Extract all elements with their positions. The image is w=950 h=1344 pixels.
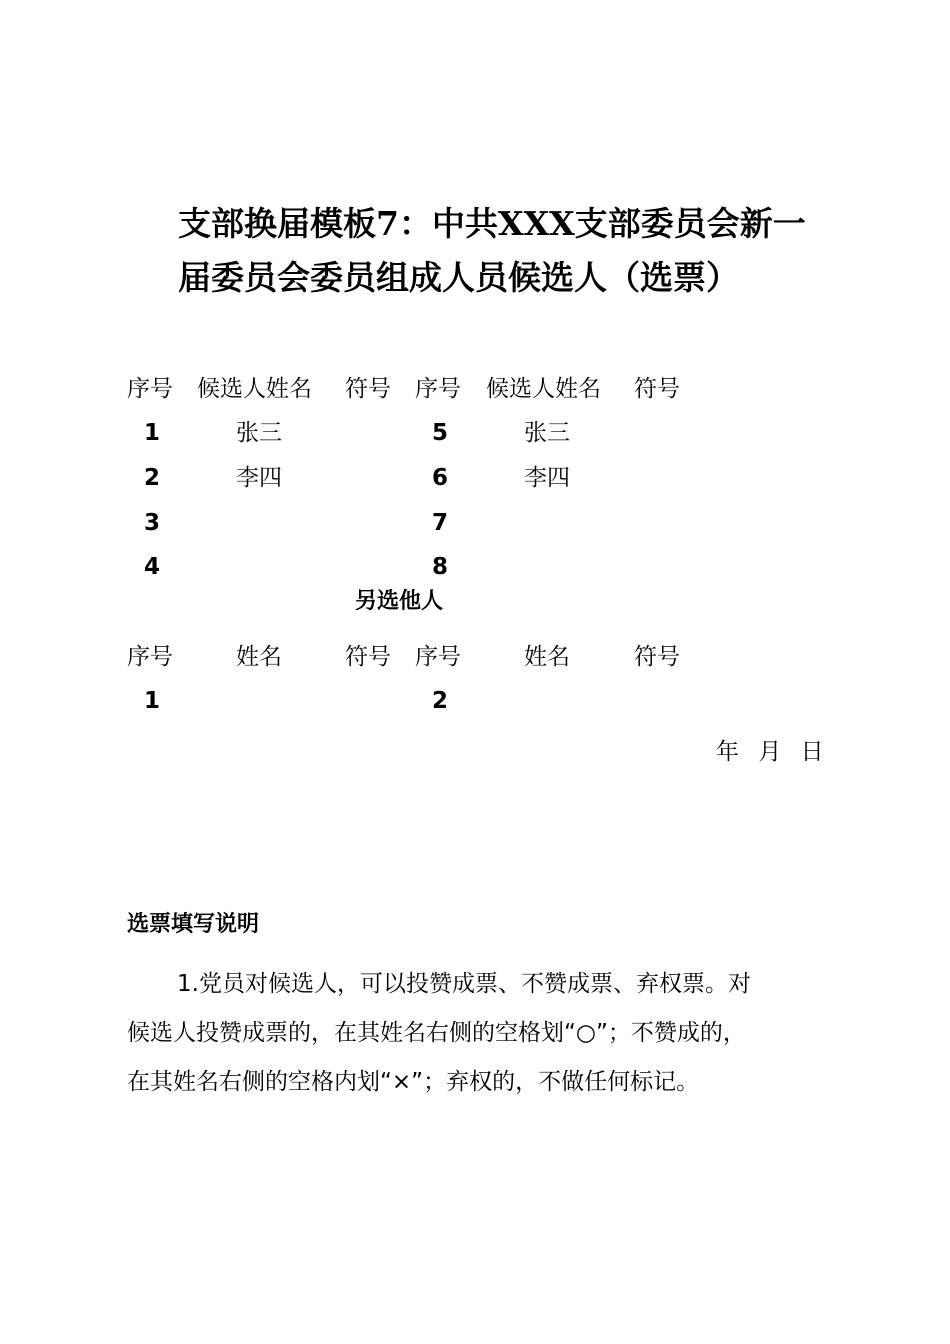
document-title bbox=[178, 197, 838, 305]
header-name-right: 候选人姓名 bbox=[486, 376, 601, 402]
row-4-left-no: 4 bbox=[143, 554, 160, 580]
date-line bbox=[716, 737, 824, 767]
header-mark-right: 符号 bbox=[634, 376, 680, 402]
others-header-mark-right: 符号 bbox=[634, 644, 680, 670]
header-seq-left: 序号 bbox=[127, 376, 173, 402]
others-row-1-right-no: 2 bbox=[431, 688, 448, 714]
date-day: 日 bbox=[800, 739, 824, 765]
header-name-left: 候选人姓名 bbox=[197, 376, 312, 402]
others-row-1-left-no: 1 bbox=[143, 688, 160, 714]
row-3-right-no: 7 bbox=[431, 510, 448, 536]
instructions-line-2: 候选人投赞成票的，在其姓名右侧的空格划“○”；不赞成的， bbox=[127, 1020, 746, 1046]
row-2-left-no: 2 bbox=[143, 465, 160, 491]
title-line-1: 支部换届模板7：中共XXX支部委员会新一 bbox=[178, 204, 806, 243]
others-header-name-left: 姓名 bbox=[236, 644, 282, 670]
row-2-left-name: 李四 bbox=[236, 465, 282, 491]
row-2-right-no: 6 bbox=[431, 465, 448, 491]
header-seq-right: 序号 bbox=[415, 376, 461, 402]
row-1-right-no: 5 bbox=[431, 420, 448, 446]
title-line-2: 届委员会委员组成人员候选人（选票） bbox=[178, 258, 739, 297]
row-4-right-no: 8 bbox=[431, 554, 448, 580]
others-section-title: 另选他人 bbox=[355, 589, 444, 614]
row-1-left-name: 张三 bbox=[236, 420, 282, 446]
others-header-seq-right: 序号 bbox=[415, 644, 461, 670]
header-mark-left: 符号 bbox=[345, 376, 391, 402]
row-1-right-name: 张三 bbox=[524, 420, 570, 446]
row-2-right-name: 李四 bbox=[524, 465, 570, 491]
date-month: 月 bbox=[758, 739, 782, 765]
date-year: 年 bbox=[716, 739, 739, 765]
instructions-body bbox=[127, 960, 827, 1107]
others-header-name-right: 姓名 bbox=[524, 644, 570, 670]
row-1-left-no: 1 bbox=[143, 420, 160, 446]
row-3-left-no: 3 bbox=[143, 510, 160, 536]
instructions-heading: 选票填写说明 bbox=[127, 912, 260, 937]
instructions-line-3: 在其姓名右侧的空格内划“×”；弃权的，不做任何标记。 bbox=[127, 1069, 700, 1095]
others-header-seq-left: 序号 bbox=[127, 644, 173, 670]
others-header-mark-left: 符号 bbox=[345, 644, 391, 670]
instructions-line-1: 1.党员对候选人，可以投赞成票、不赞成票、弃权票。对 bbox=[177, 971, 751, 997]
